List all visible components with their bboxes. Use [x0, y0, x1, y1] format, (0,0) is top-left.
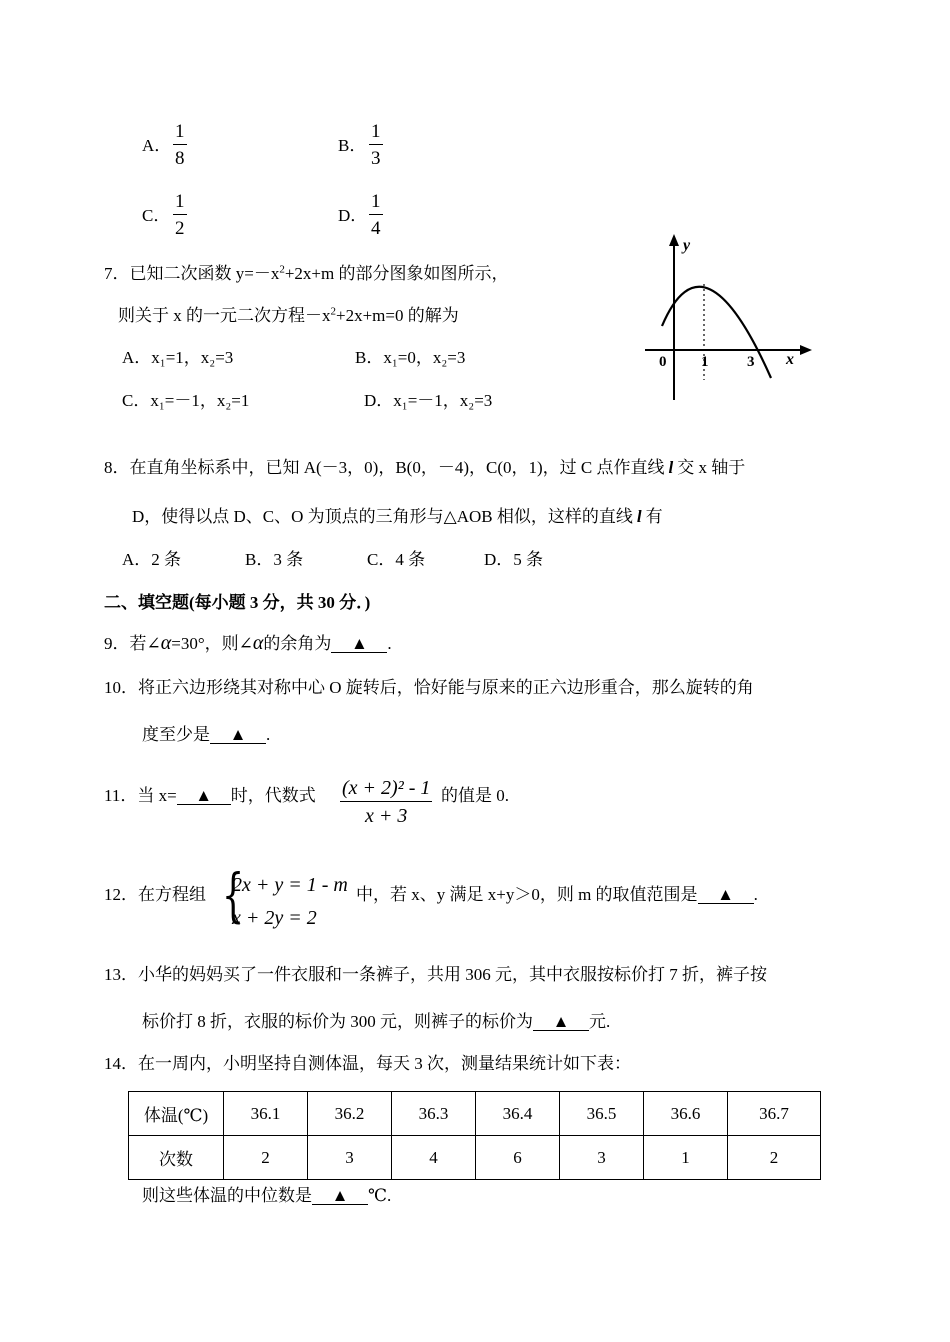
q7-stem-line1: 7．已知二次函数 $y=-x^2+2x+m$ 的部分图象如图所示， [104, 263, 509, 283]
table-cell: 3 [308, 1136, 392, 1180]
y-axis-arrow [669, 234, 679, 246]
table-cell: 6 [476, 1136, 560, 1180]
question-9: 9．若∠α=30°，则∠α的余角为 ▲ . [104, 632, 392, 654]
x-axis-arrow [800, 345, 812, 355]
q6-option-c-fraction: 1 2 [175, 191, 185, 239]
table-header-cell: 次数 [129, 1136, 224, 1180]
q8-stem-line1: 8．在直角坐标系中，已知 A(－3，0)，B(0，－4)，C(0，1)，过 C 点作直线 l 交 x 轴于 [104, 458, 746, 477]
q14-answer-blank: ▲ [312, 1187, 368, 1205]
table-cell: 36.5 [560, 1092, 644, 1136]
q10-line1: 10．将正六边形绕其对称中心 O 旋转后，恰好能与原来的正六边形重合，那么旋转的角 [104, 678, 754, 697]
q7-option-c: C．x₁=－1，x₂=1 [122, 391, 250, 410]
q7-option-d: D．x₁=－1，x₂=3 [364, 391, 493, 410]
x-axis-label: x [786, 351, 794, 368]
q13-answer-blank: ▲ [533, 1013, 589, 1031]
q8-option-a: A．2 条 [122, 550, 182, 569]
line-l-symbol: l [668, 458, 674, 477]
q7-stem-line2: 则关于 x 的一元二次方程$-x^2+2x+m=0$ 的解为 [118, 305, 459, 325]
q7-option-a: A．x₁=1，x₂=3 [122, 348, 234, 367]
line-l-symbol-2: l [636, 507, 642, 526]
q12-tail: 中，若 x、y 满足 x+y＞0，则 m 的取值范围是 ▲ . [356, 885, 758, 904]
table-cell: 36.4 [476, 1092, 560, 1136]
q6-option-a-letter: A． [142, 136, 172, 155]
q14-tail: 则这些体温的中位数是 ▲ ℃. [142, 1186, 392, 1205]
q8-option-c: C．4 条 [367, 550, 426, 569]
q10-answer-blank: ▲ [210, 726, 266, 744]
q11-tail: 的值是 0. [441, 786, 509, 805]
q7-option-b: B．x₁=0，x₂=3 [355, 348, 466, 367]
y-axis-label: y [683, 237, 691, 254]
q6-option-b-letter: B． [338, 136, 367, 155]
q8-stem-line2: D，使得以点 D、C、O 为顶点的三角形与△AOB 相似，这样的直线 l 有 [132, 507, 663, 526]
temperature-table [128, 1091, 821, 1180]
q6-option-d-letter: D． [338, 206, 368, 225]
q11-answer-blank: ▲ [177, 787, 231, 805]
tick-label-3: 3 [747, 354, 755, 370]
table-cell: 36.3 [392, 1092, 476, 1136]
table-row [129, 1136, 821, 1180]
table-cell: 1 [644, 1136, 728, 1180]
q9-answer-blank: ▲ [331, 635, 387, 653]
parabola-graph [640, 230, 820, 410]
q12-equation-2: x + 2y = 2 [232, 907, 317, 929]
q13-line2: 标价打 8 折，衣服的标价为 300 元，则裤子的标价为 ▲ 元. [142, 1012, 611, 1031]
table-cell: 36.1 [224, 1092, 308, 1136]
q8-option-d: D．5 条 [484, 550, 544, 569]
q8-option-b: B．3 条 [245, 550, 304, 569]
q12-intro: 12．在方程组 [104, 885, 206, 904]
q10-line2: 度至少是 ▲ . [142, 725, 271, 744]
table-cell: 3 [560, 1136, 644, 1180]
q11-expression: (x + 2)² - 1 x + 3 [342, 777, 431, 827]
table-row [129, 1092, 821, 1136]
table-header-cell: 体温(℃) [129, 1092, 224, 1136]
origin-label: 0 [659, 354, 667, 370]
q6-option-d-fraction: 1 4 [371, 191, 381, 239]
q11-text: 11．当 x= ▲ 时，代数式 [104, 786, 316, 805]
q6-option-c-letter: C． [142, 206, 171, 225]
q14-intro: 14．在一周内，小明坚持自测体温，每天 3 次，测量结果统计如下表： [104, 1054, 631, 1073]
table-cell: 2 [224, 1136, 308, 1180]
q6-option-a-fraction: 1 8 [175, 121, 185, 169]
table-cell: 36.6 [644, 1092, 728, 1136]
q12-equation-1: 2x + y = 1 - m [232, 874, 348, 896]
q12-answer-blank: ▲ [698, 886, 754, 904]
tick-label-1: 1 [701, 354, 709, 370]
section-2-heading: 二、填空题(每小题 3 分，共 30 分．) [104, 593, 371, 612]
q6-option-b-fraction: 1 3 [371, 121, 381, 169]
table-cell: 36.2 [308, 1092, 392, 1136]
parabola-curve [662, 287, 771, 378]
table-cell: 36.7 [728, 1092, 821, 1136]
q13-line1: 13．小华的妈妈买了一件衣服和一条裤子，共用 306 元，其中衣服按标价打 7 折，裤子按 [104, 965, 767, 984]
system-brace: { [222, 861, 245, 929]
table-cell: 2 [728, 1136, 821, 1180]
table-cell: 4 [392, 1136, 476, 1180]
